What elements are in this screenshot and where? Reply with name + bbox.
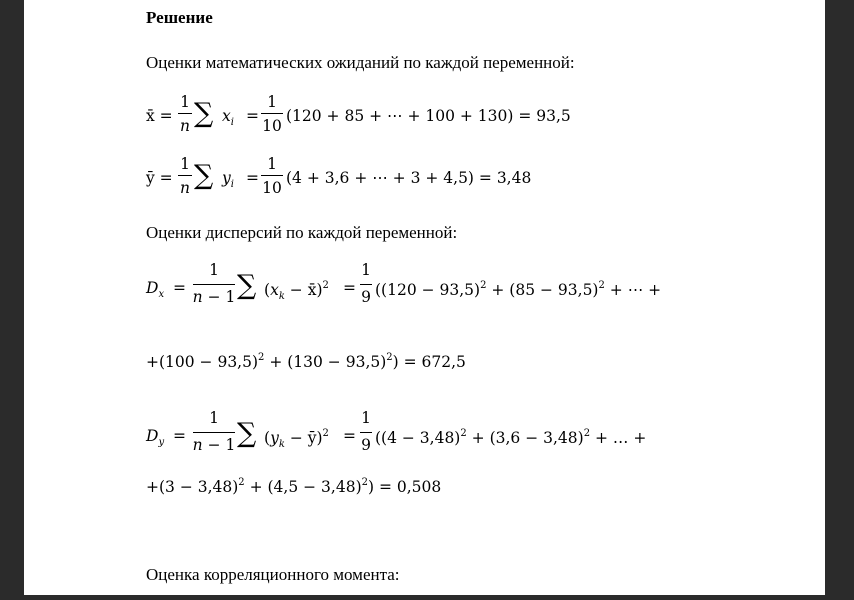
dy-sum-term: ($y_k$ − ȳ)$^2$ [264,428,329,450]
sum-sign: ∑ [237,270,257,301]
equals-sign: = [173,279,186,297]
equals-sign: = [343,279,356,297]
x-i-term: $x_i$ [222,107,234,128]
left-dark-margin [0,0,24,600]
equals-sign: = [173,427,186,445]
y-mean-expression: (4 + 3,6 + ⋯ + 3 + 4,5) = 3,48 [286,169,532,187]
equals-sign: = [246,169,259,187]
equals-sign: = [343,427,356,445]
y-mean-lhs: ȳ = [146,169,173,187]
x-mean-expression: (120 + 85 + ⋯ + 100 + 130) = 93,5 [286,107,571,125]
dx-expression-line-1: ($(120 - 93,5)^2 + (85 - 93,5)^2$ + ⋯ + [375,280,662,299]
sum-sign: ∑ [194,98,214,129]
dy-expression-line-2: $+(3 - 3,48)^2 + (4,5 - 3,48)^2) = 0,508$ [146,477,442,496]
y-i-term: $y_i$ [222,169,234,190]
solution-heading: Решение [146,8,213,27]
dx-lhs: $D_x$ [146,279,165,300]
dx-expression-line-2: $+(100 - 93,5)^2 + (130 - 93,5)^2) = 672,5$ [146,352,466,371]
bottom-dark-margin [0,595,854,600]
x-mean-lhs: x̄ = [146,107,173,125]
variances-paragraph: Оценки дисперсий по каждой переменной: [146,223,458,242]
right-dark-margin [825,0,854,600]
correlation-paragraph: Оценка корреляционного момента: [146,565,400,584]
dx-sum-term: ($x_k$ − x̄)$^2$ [264,280,329,302]
equals-sign: = [246,107,259,125]
dy-expression-line-1: ($(4 - 3,48)^2 + (3,6 - 3,48)^2$ + … + [375,428,647,447]
dy-lhs: $D_y$ [146,427,165,448]
means-paragraph: Оценки математических ожиданий по каждой переменной: [146,53,575,72]
sum-sign: ∑ [194,160,214,191]
sum-sign: ∑ [237,418,257,449]
